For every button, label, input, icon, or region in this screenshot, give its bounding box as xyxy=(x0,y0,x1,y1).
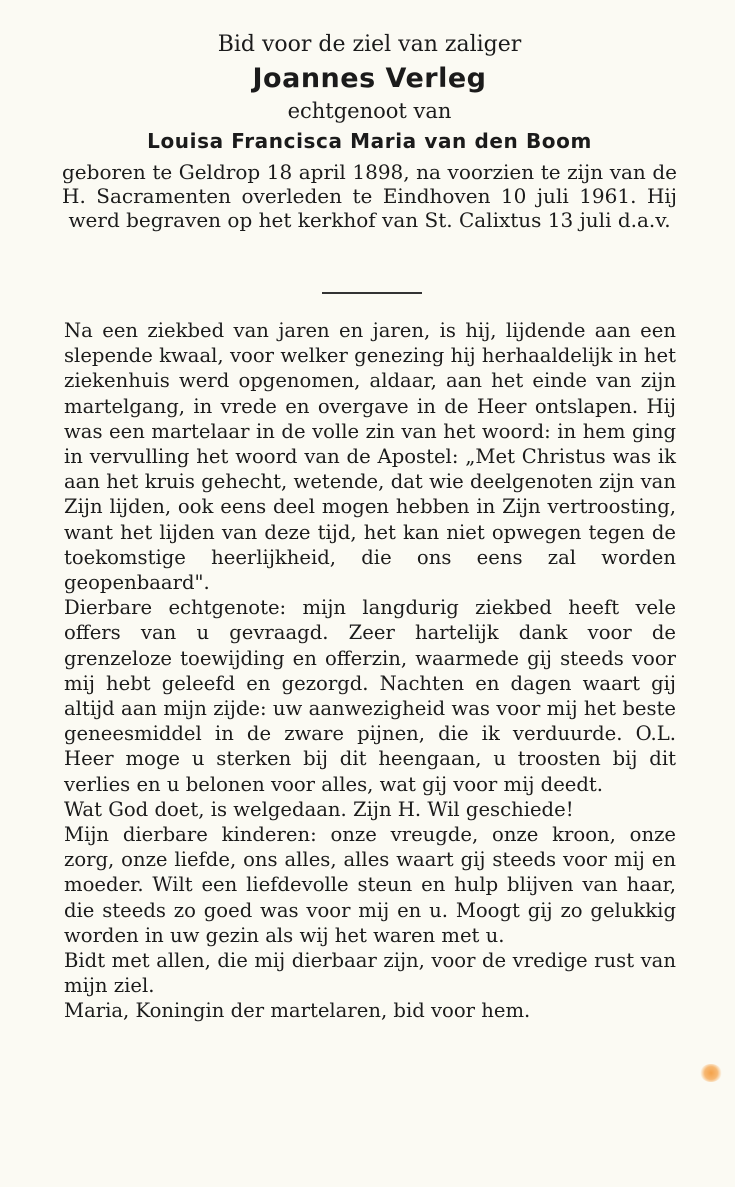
card-body xyxy=(64,318,676,1024)
biographical-facts: geboren te Geldrop 18 april 1898, na voorzien te zijn van de H. Sacramenten overleden te Eindhoven 10 juli 1961. Hij werd begraven op het kerkhof van St. Calixtus 13 juli d.a.v. xyxy=(62,160,677,232)
spouse-relation: echtgenoot van xyxy=(287,99,452,123)
paragraph-spouse: Dierbare echtgenote: mijn langdurig ziekbed heeft vele offers van u gevraagd. Zeer hartelijk dank voor de grenzeloze toewijding en offerzin, waarmede gij steeds voor mij hebt geleefd en gezorgd. Nachten en dagen waart gij altijd aan mijn zijde: uw aanwezigheid was voor mij het beste geneesmiddel in de zware pijnen, die ik verduurde. O.L. Heer moge u sterken bij dit heengaan, u troosten bij dit verlies en u belonen voor alles, wat gij voor mij deedt. xyxy=(64,596,676,796)
paper-stain xyxy=(700,1064,722,1082)
deceased-name: Joannes Verleg xyxy=(252,63,487,94)
paragraph-prayer-request: Bidt met allen, die mij dierbaar zijn, voor de vredige rust van mijn ziel. xyxy=(64,949,676,998)
spouse-name: Louisa Francisca Maria van den Boom xyxy=(147,129,592,153)
paragraph-children: Mijn dierbare kinderen: onze vreugde, onze kroon, onze zorg, onze liefde, ons alles, alles waart gij steeds voor mij en moeder. Wilt een liefdevolle steun en hulp blijven van haar, die steeds zo goed was voor mij en u. Moogt gij zo gelukkig worden in uw gezin als wij het waren met u. xyxy=(64,823,676,947)
paragraph-martyrdom: Na een ziekbed van jaren en jaren, is hij, lijdende aan een slepende kwaal, voor welker genezing hij herhaaldelijk in het ziekenhuis werd opgenomen, aldaar, aan het einde van zijn martelgang, in vrede en overgave in de Heer ontslapen. Hij was een martelaar in de volle zin van het woord: in hem ging in vervulling het woord van de Apostel: „Met Christus was ik aan het kruis gehecht, wetende, dat wie deelgenoten zijn van Zijn lijden, ook eens deel mogen hebben in Zijn vertroosting, want het lijden van deze tijd, het kan niet opwegen tegen de toekomstige heerlijkheid, die ons eens zal worden geopenbaard". xyxy=(64,319,676,595)
intro-line: Bid voor de ziel van zaliger xyxy=(217,32,522,57)
card-header xyxy=(62,32,677,232)
divider-line xyxy=(322,292,422,294)
paragraph-closing-prayer: Maria, Koningin der martelaren, bid voor hem. xyxy=(64,999,531,1023)
paragraph-gods-will: Wat God doet, is welgedaan. Zijn H. Wil geschiede! xyxy=(64,797,574,821)
